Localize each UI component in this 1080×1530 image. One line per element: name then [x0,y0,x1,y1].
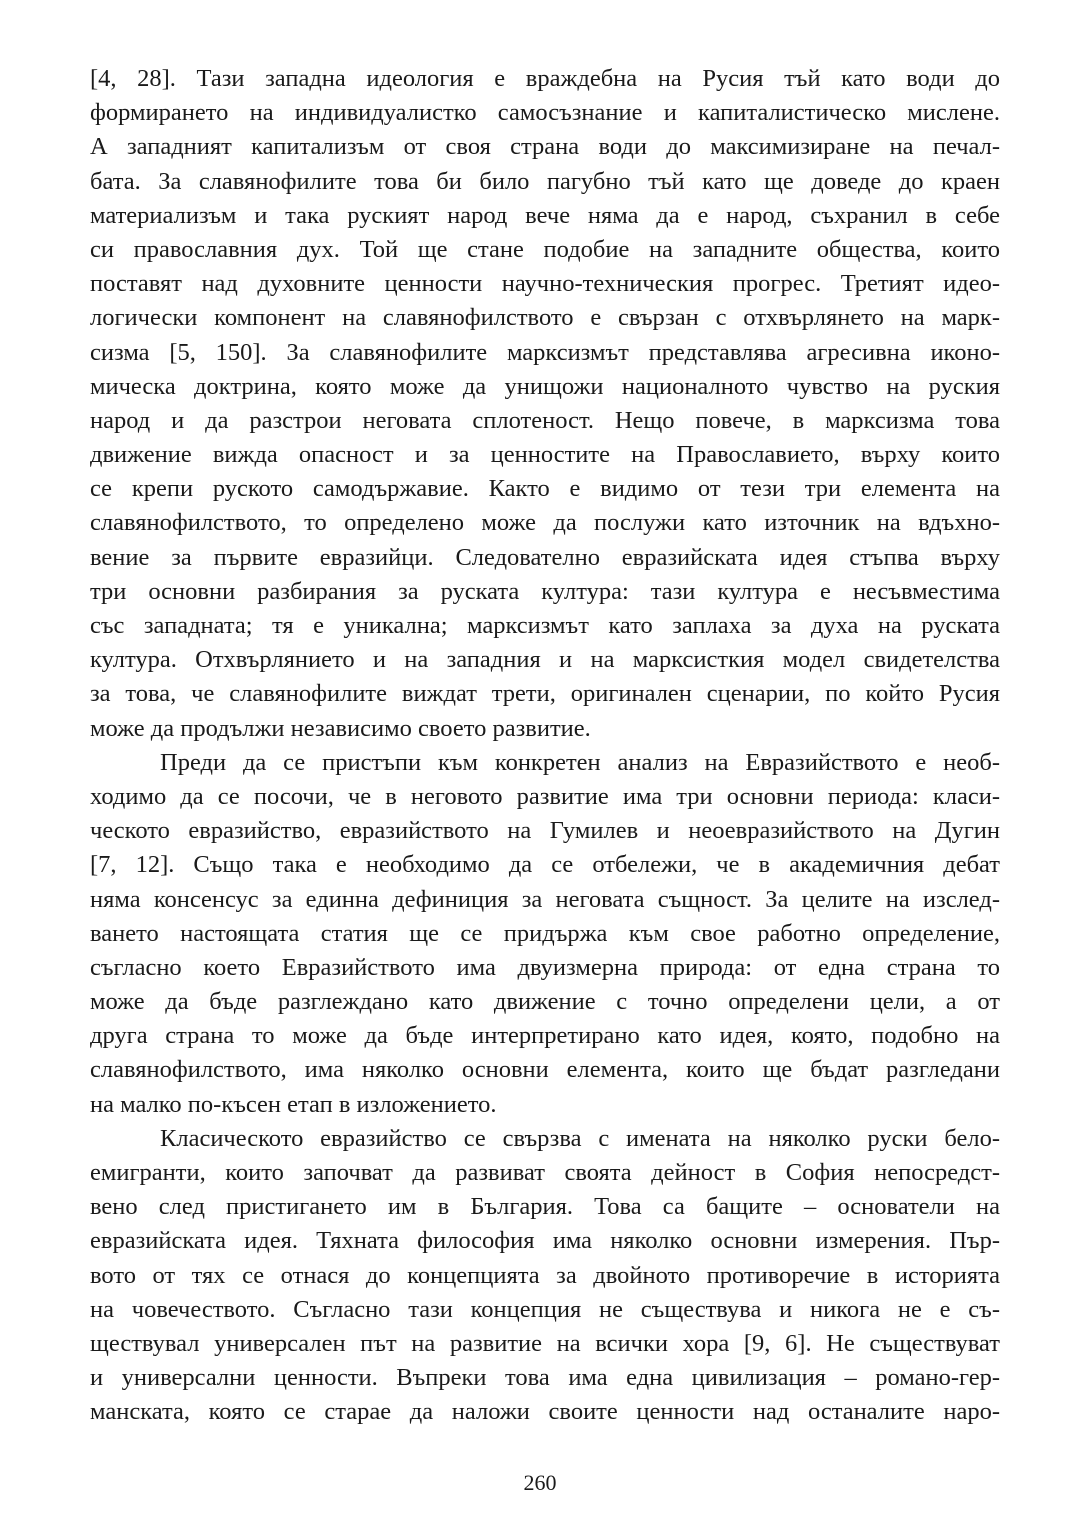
text-line: се крепи руското самодържавие. Както е видимо от тези три елемента на [90,475,1000,503]
text-line: вено след пристигането им в България. Това са бащите – основатели на [90,1193,1000,1221]
text-line: Преди да се пристъпи към конкретен анализ на Евразийството е необ- [160,748,1000,776]
text-line: на малко по-късен етап в изложението. [90,1090,497,1118]
text-line: народ и да разстрои неговата сплотеност. Нещо повече, в марксизма това [90,406,1000,434]
text-line: със западната; тя е уникална; марксизмът като заплаха за духа на руската [90,612,1000,639]
paragraph-2 [90,746,1000,1122]
text-line: няма консенсус за единна дефиниция за неговата същност. За целите на изслед- [90,885,1000,913]
text-line: логически компонент на славянофилството е свързан с отхвърлянето на марк- [90,304,1000,332]
text-line: бата. За славянофилите това би било пагубно тъй като ще доведе до краен [90,167,1000,195]
text-line: евразийската идея. Тяхната философия има няколко основни измерения. Пър- [90,1227,1000,1255]
text-line: славянофилството, има няколко основни елемента, които ще бъдат разгледани [90,1056,1000,1084]
text-line: може да бъде разглеждано като движение с точно определени цели, а от [90,988,1000,1016]
text-line: Класическото евразийство се свързва с имената на няколко руски бело- [160,1124,1000,1152]
text-line: ването настоящата статия ще се придържа към свое работно определение, [90,919,1000,947]
text-line: [7, 12]. Също така е необходимо да се отбележи, че в академичния дебат [90,851,1000,879]
text-line: емигранти, които започват да развиват своята дейност в София непосредст- [90,1159,1000,1186]
text-line: манската, която се старае да наложи своите ценности над останалите наро- [90,1398,1000,1426]
text-line: и универсални ценности. Въпреки това има една цивилизация – романо-гер- [90,1364,1000,1392]
text-line: А западният капитализъм от своя страна води до максимизиране на печал- [90,133,1000,161]
text-line: сизма [5, 150]. За славянофилите марксизмът представлява агресивна иконо- [90,338,1000,366]
text-line: три основни разбирания за руската култура: тази култура е несъвместима [90,577,1000,605]
paragraph-1 [90,62,1000,746]
text-line: на човечеството. Съгласно тази концепция не съществува и никога не е съ- [90,1295,1000,1323]
text-line: славянофилството, то определено може да послужи като източник на вдъхно- [90,509,1000,537]
text-line: вение за първите евразийци. Следователно евразийската идея стъпва върху [90,543,1000,571]
text-line: съгласно което Евразийството има двуизмерна природа: от една страна то [90,953,1000,981]
text-line: ществувал универсален път на развитие на всички хора [9, 6]. Не съществуват [90,1329,1000,1357]
text-line: материализъм и така руският народ вече няма да е народ, съхранил в себе [90,201,1000,229]
text-line: [4, 28]. Тази западна идеология е враждебна на Русия тъй като води до [90,65,1000,92]
paragraph-3 [90,1122,1000,1430]
text-line: си православния дух. Той ще стане подобие на западните общества, които [90,235,1000,263]
text-line: може да продължи независимо своето развитие. [90,714,591,742]
text-line: движение вижда опасност и за ценностите на Православието, върху които [90,441,1000,469]
page-number: 260 [523,1470,557,1495]
text-line: формирането на индивидуалистко самосъзнание и капиталистическо мислене. [90,99,1000,127]
page-body [90,62,1000,1430]
text-line: ческото евразийство, евразийството на Гумилев и неоевразийството на Дугин [90,817,1000,845]
text-line: друга страна то може да бъде интерпретирано като идея, която, подобно на [90,1022,1000,1050]
text-line: мическа доктрина, която може да унищожи националното чувство на руския [90,372,1000,400]
text-line: поставят над духовните ценности научно-техническия прогрес. Третият идео- [90,270,1000,298]
text-line: ходимо да се посочи, че в неговото развитие има три основни периода: класи- [90,782,1000,810]
text-line: вото от тях се отнася до концепцията за двойното противоречие в историята [90,1261,1000,1289]
text-line: за това, че славянофилите виждат трети, оригинален сценарии, по който Русия [90,680,1000,708]
text-line: култура. Отхвърлянието и на западния и на марксисткия модел свидетелства [90,646,1000,674]
